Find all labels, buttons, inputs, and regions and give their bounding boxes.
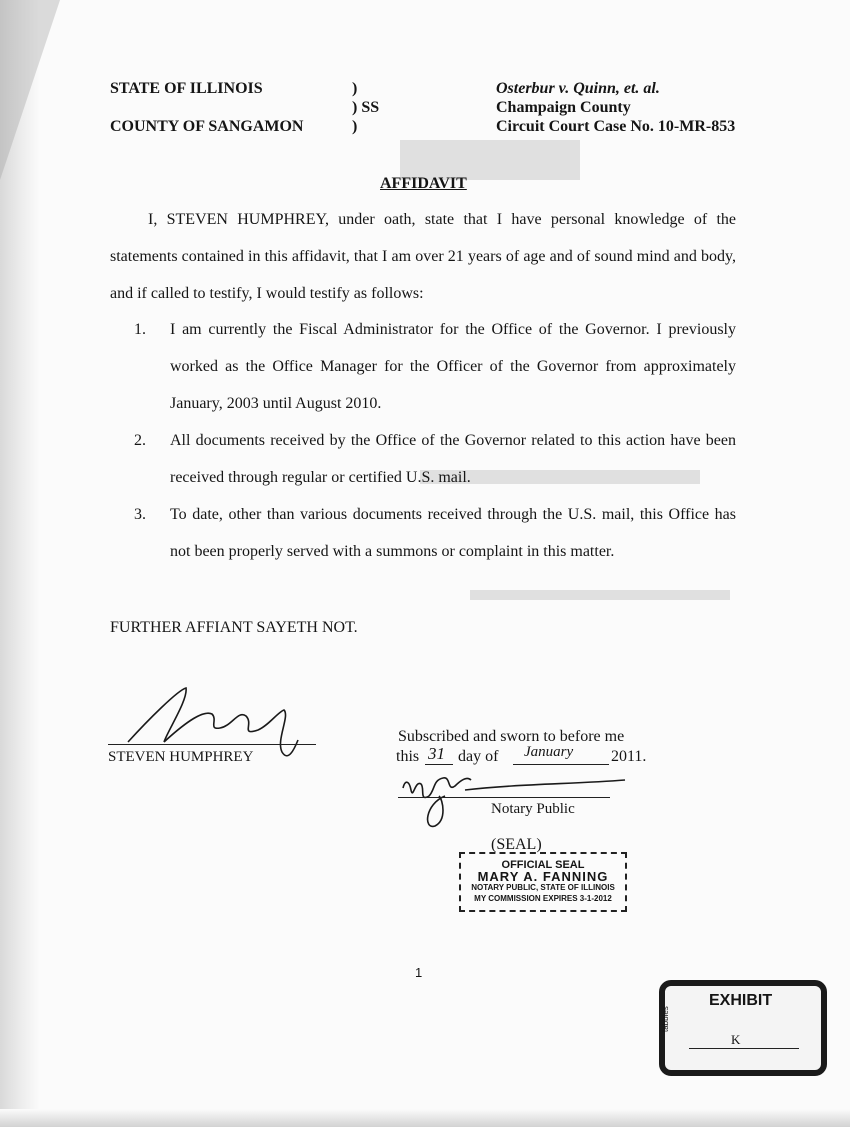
stamp-line-1: OFFICIAL SEAL <box>501 859 585 871</box>
item-number: 2. <box>134 432 146 449</box>
item-number: 1. <box>134 321 146 338</box>
item-number: 3. <box>134 506 146 523</box>
exhibit-brand: tabbies <box>661 1006 670 1032</box>
exhibit-label: EXHIBIT <box>709 992 773 1009</box>
notary-public-label: Notary Public <box>491 801 575 817</box>
affiant-name: STEVEN HUMPHREY <box>108 749 254 765</box>
closing-statement: FURTHER AFFIANT SAYETH NOT. <box>110 619 358 636</box>
exhibit-letter: K <box>731 1032 741 1047</box>
item-text: All documents received by the Office of the Governor related to this action have been received through regular or certified U.S. mail. <box>170 432 736 486</box>
page-number: 1 <box>415 965 423 980</box>
notary-this-text: this <box>396 748 420 765</box>
notary-day-of-text: day of <box>458 748 499 765</box>
exhibit-sticker <box>659 980 827 1076</box>
day-handwritten: 31 <box>428 744 445 763</box>
caption-paren-3: ) <box>352 118 358 135</box>
intro-paragraph: I, STEVEN HUMPHREY, under oath, state that I have personal knowledge of the statements contained in this affidavit, that I am over 21 years of age and of sound mind and body, and if called to testify, I would testify as follows: <box>110 211 736 302</box>
notary-stamp <box>459 852 627 912</box>
affiant-signature-line <box>108 744 316 745</box>
notary-signature-line <box>398 797 610 798</box>
month-handwritten: January <box>524 744 574 760</box>
case-county: Champaign County <box>496 99 631 116</box>
stamp-line-4: MY COMMISSION EXPIRES 3-1-2012 <box>474 894 612 903</box>
item-text: I am currently the Fiscal Administrator for the Office of the Governor. I previously worked as the Office Manager for the Officer of the Governor from approximately January, 2003 until August 2010. <box>170 321 736 412</box>
page-fold-corner <box>0 0 60 180</box>
notary-signature <box>395 760 635 830</box>
stamp-line-3: NOTARY PUBLIC, STATE OF ILLINOIS <box>471 883 615 892</box>
caption-paren-ss: ) SS <box>352 99 380 116</box>
stamp-line-2: MARY A. FANNING <box>477 869 609 884</box>
case-number: Circuit Court Case No. 10-MR-853 <box>496 118 736 135</box>
caption-county: COUNTY OF SANGAMON <box>110 118 304 135</box>
notary-subscribed-text: Subscribed and sworn to before me <box>398 728 625 745</box>
document-title: AFFIDAVIT <box>380 175 467 192</box>
page-shadow-bottom <box>0 1109 850 1127</box>
notary-year-text: 2011. <box>611 748 647 765</box>
seal-label: (SEAL) <box>491 836 542 853</box>
case-name: Osterbur v. Quinn, et. al. <box>496 80 660 97</box>
exhibit-line <box>689 1048 799 1049</box>
bleed-through-mark <box>470 590 730 600</box>
caption-paren-1: ) <box>352 80 358 97</box>
caption-state: STATE OF ILLINOIS <box>110 80 263 97</box>
item-text: To date, other than various documents received through the U.S. mail, this Office has not been properly served with a summons or complaint in this matter. <box>170 506 736 560</box>
bleed-through-mark <box>400 140 580 180</box>
